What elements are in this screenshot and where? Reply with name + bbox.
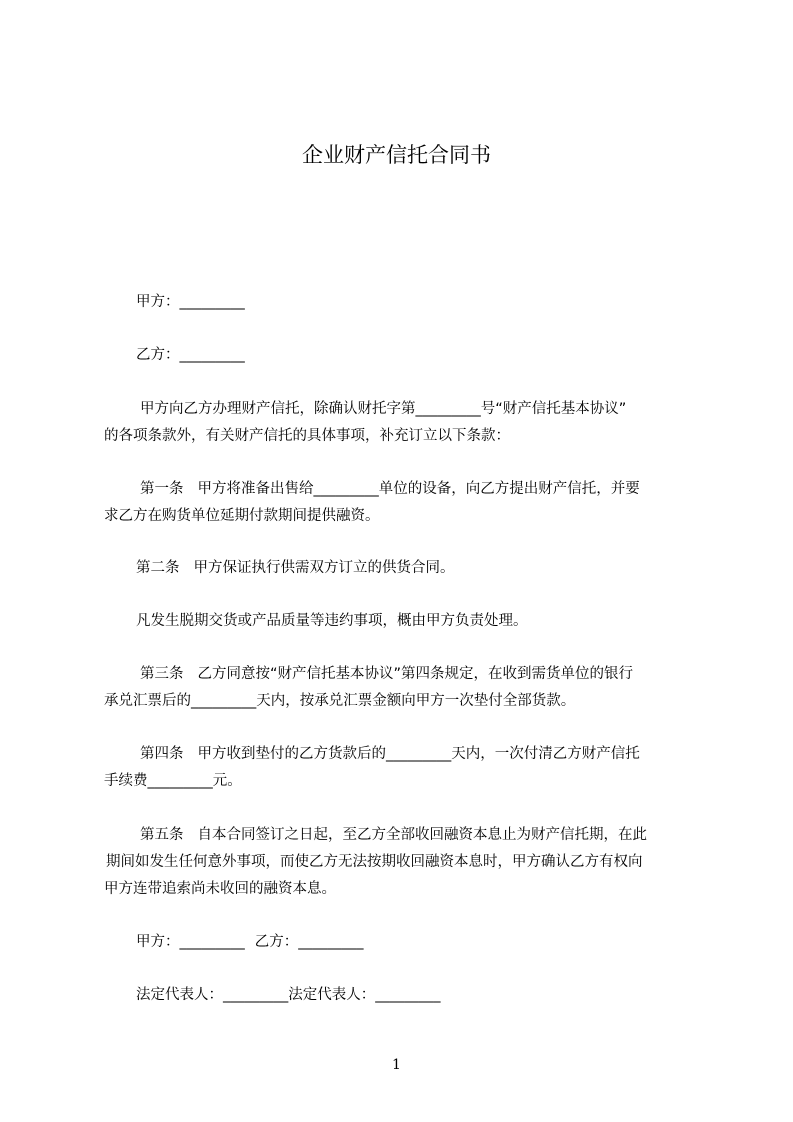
legal-rep-b-label: 法定代表人： [288,987,376,1003]
article-4-line-2 [104,771,704,791]
legal-rep-a-blank: _________ [223,987,289,1003]
article-3-text: 乙方同意按“财产信托基本协议”第四条规定，在收到需货单位的银行 [197,666,634,682]
signature-party-a-label: 甲方： [136,934,180,950]
article-5-text-1: 自本合同签订之日起，至乙方全部收回融资本息止为财产信托期，在此 [197,827,647,843]
article-5-line-2: 期间如发生任何意外事项，而使乙方无法按期收回融资本息时，甲方确认乙方有权向 [106,854,643,870]
intro-line-2: 的各项条款外，有关财产信托的具体事项，补充订立以下条款： [104,428,510,444]
article-4-line-1 [140,744,704,764]
article-1-label: 第一条 [140,481,184,497]
signature-party-b-label: 乙方： [254,934,299,950]
article-3-text-a: 承兑汇票后的 [104,693,191,709]
article-3-line-2 [104,691,704,711]
article-4-label: 第四条 [140,746,184,762]
legal-representative-line [136,985,736,1005]
article-1-line-1 [140,479,704,499]
article-1-text-a: 甲方将准备出售给 [197,481,314,497]
fee-label: 手续费 [104,773,148,789]
article-3-text-b: 天内，按承兑汇票金额向甲方一次垫付全部货款。 [256,693,576,709]
party-b-blank: _________ [179,347,245,363]
article-4-text-a: 甲方收到垫付的乙方货款后的 [197,746,386,762]
document-title: 企业财产信托合同书 [302,143,491,167]
article-1-line-2: 求乙方在购货单位延期付款期间提供融资。 [104,508,380,524]
legal-rep-a-label: 法定代表人： [136,987,223,1003]
intro-text-a: 甲方向乙方办理财产信托，除确认财托字第 [140,401,416,417]
days-blank-1: _________ [191,693,257,709]
article-1-text-b: 单位的设备，向乙方提出财产信托，并要 [378,481,640,497]
signature-party-a-blank: _________ [179,934,245,950]
intro-line-1 [140,399,700,419]
article-5-label: 第五条 [140,827,184,843]
party-a-label: 甲方： [136,294,180,310]
party-a-blank: _________ [179,294,245,310]
page-number: 1 [392,1057,401,1073]
article-4-text-b: 天内，一次付清乙方财产信托 [451,746,640,762]
breach-clause: 凡发生脱期交货或产品质量等违约事项，概由甲方负责处理。 [136,613,528,629]
signature-parties-line [136,932,736,952]
article-5-line-1 [140,825,704,845]
agreement-number-blank: _________ [415,401,481,417]
article-3-label: 第三条 [140,666,184,682]
article-3-line-1 [140,664,704,684]
fee-blank: _________ [147,773,213,789]
party-a-line [136,292,736,312]
intro-text-b: 号“财产信托基本协议” [480,401,627,417]
legal-rep-b-blank: _________ [375,987,441,1003]
article-2-line [136,558,736,578]
article-2-text: 甲方保证执行供需双方订立的供货合同。 [193,560,455,576]
days-blank-2: _________ [386,746,452,762]
party-b-line [136,345,736,365]
article-5-line-3: 甲方连带追索尚未收回的融资本息。 [104,881,336,897]
fee-unit: 元。 [212,773,242,789]
buyer-unit-blank: _________ [313,481,379,497]
article-2-label: 第二条 [136,560,180,576]
party-b-label: 乙方： [136,347,180,363]
signature-party-b-blank: _________ [298,934,364,950]
